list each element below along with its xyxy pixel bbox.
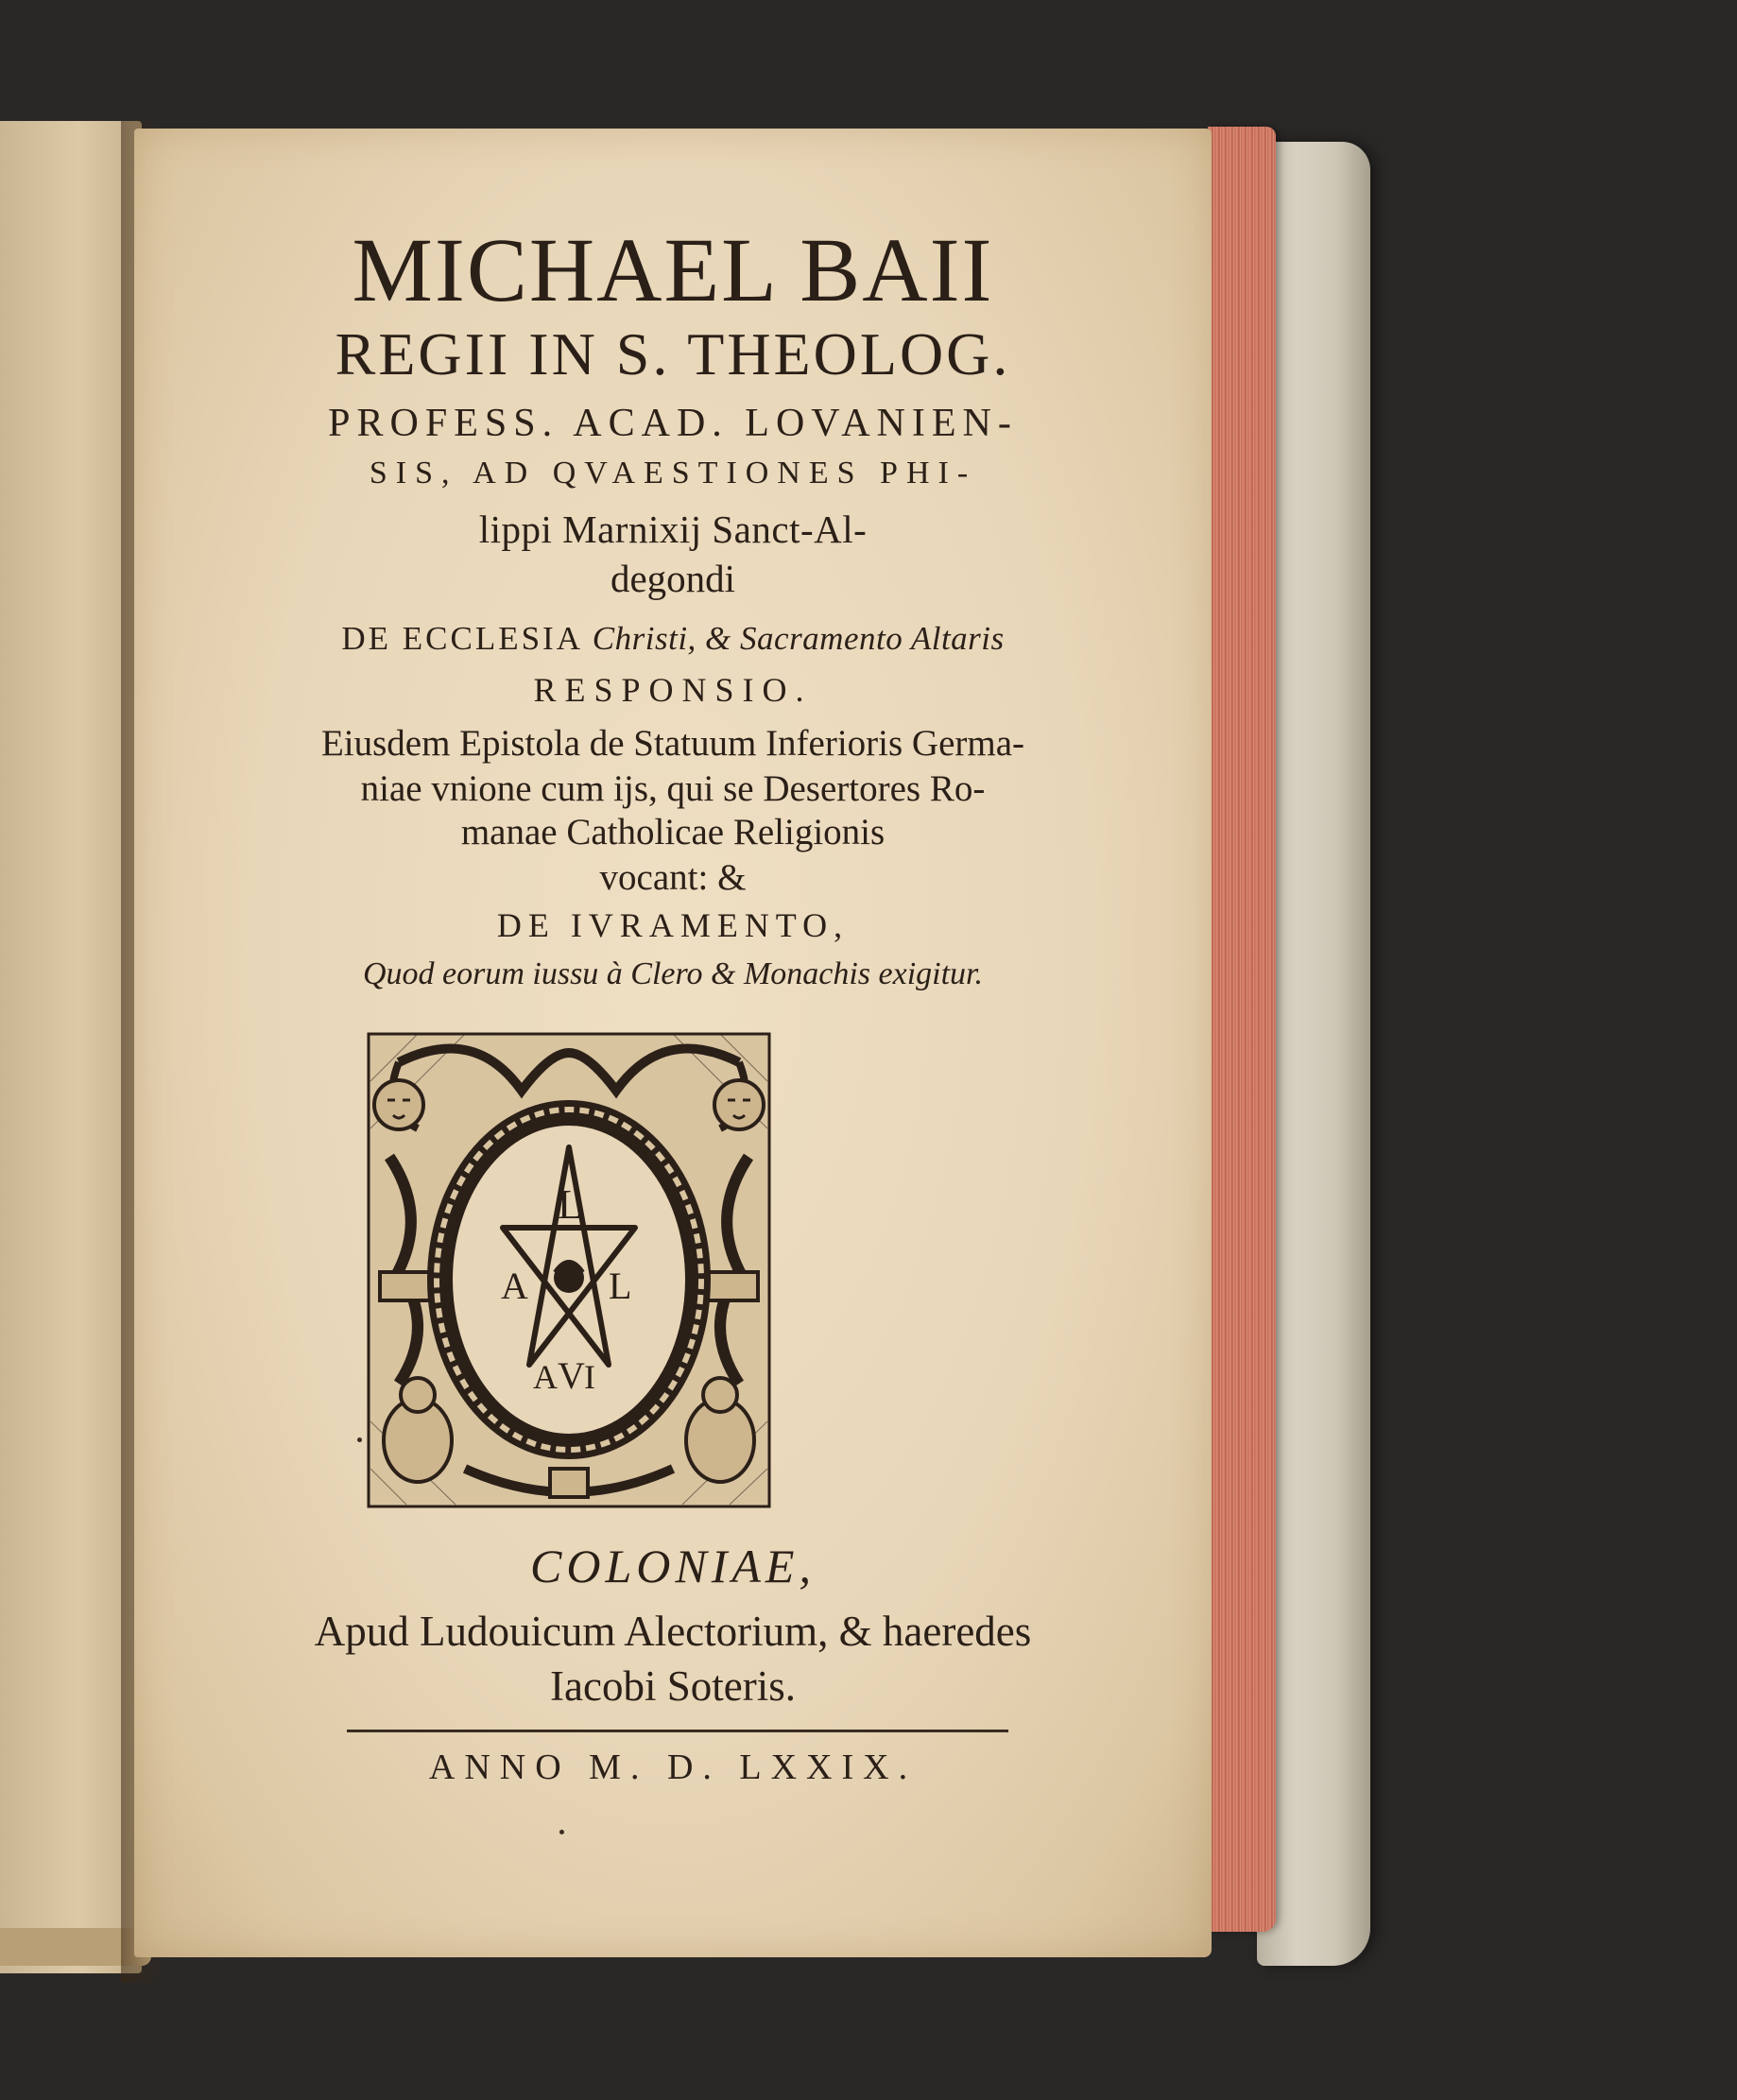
epistola-line-3: manae Catholicae Religionis [460, 812, 886, 852]
monogram-letter: L [558, 1181, 583, 1228]
title-line-2: PROFESS. ACAD. LOVANIEN- [328, 402, 1018, 445]
red-page-edges [1208, 127, 1276, 1932]
printers-device-woodcut [361, 1024, 777, 1525]
imprint-rule [347, 1730, 1008, 1732]
monogram-letter: I [584, 1358, 595, 1396]
subject-italic: Christi, & Sacramento Altaris [592, 620, 1005, 657]
paper-speck [559, 1830, 564, 1834]
title-line-4: lippi Marnixij Sanct-Al- [478, 508, 868, 551]
monogram-letter: A [501, 1265, 528, 1307]
epistola-line-4: vocant: & [599, 857, 747, 898]
epistola-line-1: Eiusdem Epistola de Statuum Inferioris Germa- [320, 723, 1025, 764]
imprint-printer-line-1: Apud Ludouicum Alectorium, & haeredes [314, 1608, 1032, 1655]
paper-speck [357, 1437, 362, 1442]
title-page [134, 129, 1212, 1957]
epistola-line-2: niae vnione cum ijs, qui se Desertores Ro- [360, 768, 986, 809]
iuramento-line: DE IVRAMENTO, [496, 906, 850, 944]
imprint-printer-line-2: Iacobi Soteris. [550, 1662, 796, 1710]
title-line-3: SIS, AD QVAESTIONES PHI- [369, 456, 977, 491]
title-line-5: degondi [610, 557, 736, 600]
imprint-city: COLONIAE, [530, 1540, 816, 1592]
subject-line [134, 620, 1212, 658]
author-line: MICHAEL BAII [352, 219, 994, 320]
monogram-letter: V [558, 1354, 585, 1397]
subject-caps: DE ECCLESIA [341, 620, 582, 657]
imprint-year: ANNO M. D. LXXIX. [428, 1747, 918, 1787]
responsio-line: RESPONSIO. [533, 671, 813, 709]
monogram-letter: L [609, 1265, 632, 1307]
monogram-letter: A [533, 1358, 558, 1396]
title-line-1: REGII IN S. THEOLOG. [335, 320, 1011, 387]
iuramento-subline: Quod eorum iussu à Clero & Monachis exigitur. [362, 956, 984, 991]
